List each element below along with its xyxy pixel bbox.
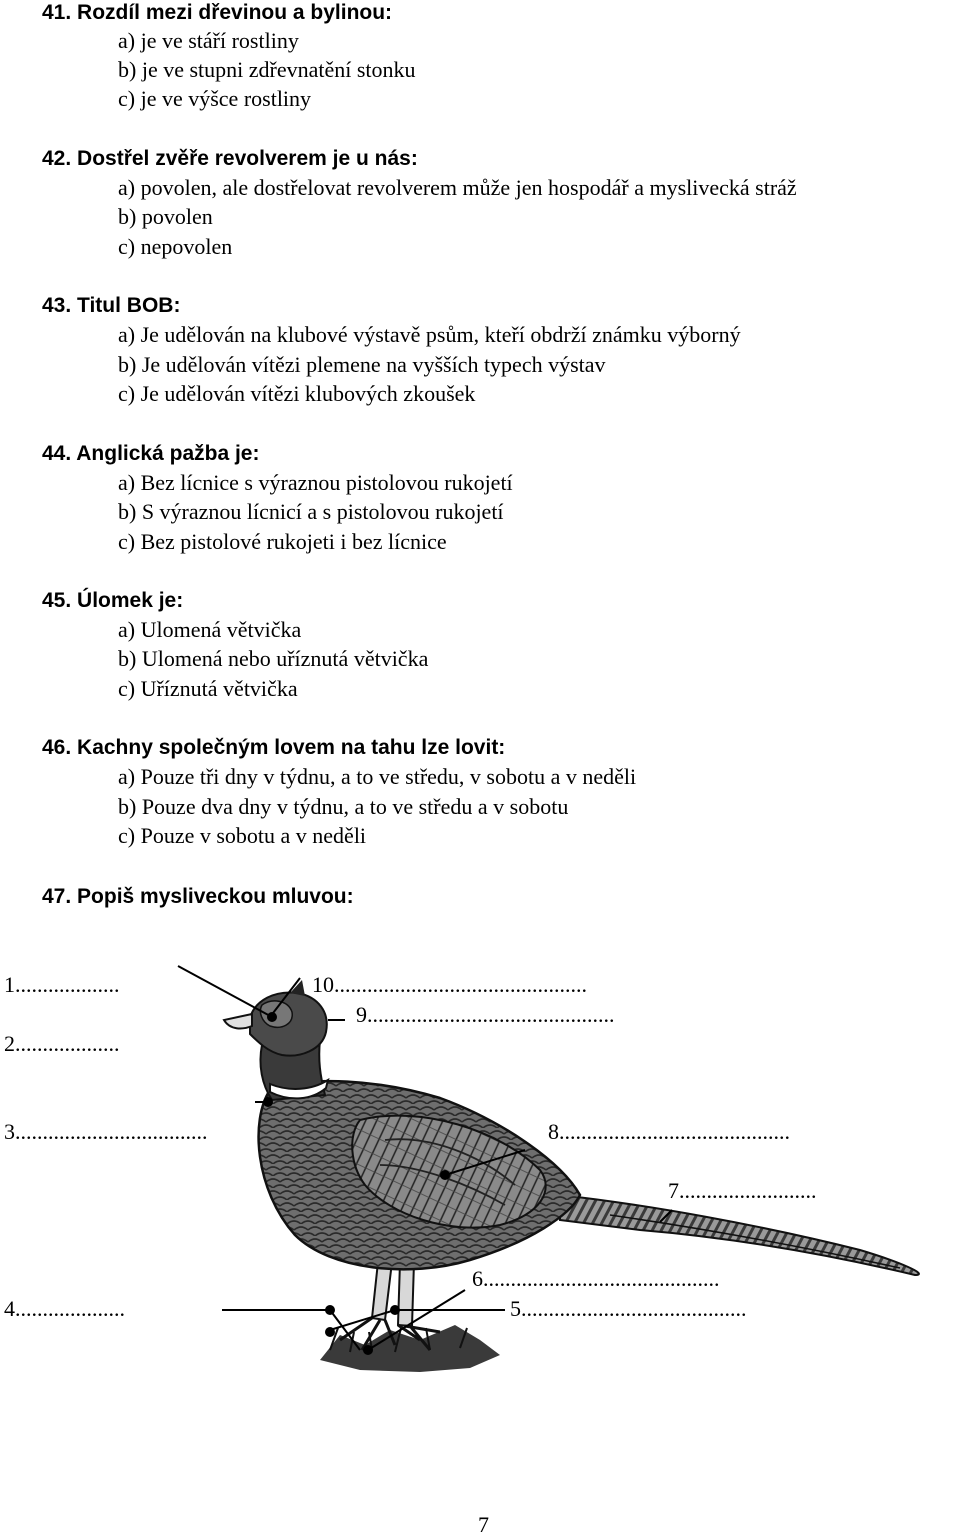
option-c: c) je ve výšce rostliny — [118, 86, 312, 111]
question-title: 43. Titul BOB: — [42, 294, 181, 317]
label-9: 9............................................. — [356, 1002, 615, 1027]
option-b: b) Pouze dva dny v týdnu, a to ve středu a v sobotu — [118, 794, 569, 819]
question-title: 45. Úlomek je: — [42, 589, 184, 612]
label-7: 7......................... — [668, 1178, 817, 1203]
question-title: 47. Popiš mysliveckou mluvou: — [42, 885, 354, 908]
label-3: 3................................... — [4, 1119, 208, 1144]
question-title: 41. Rozdíl mezi dřevinou a bylinou: — [42, 1, 393, 24]
label-5: 5......................................... — [510, 1296, 747, 1321]
question-title: 44. Anglická pažba je: — [42, 442, 260, 465]
beak — [224, 1014, 252, 1028]
option-a: a) je ve stáří rostliny — [118, 28, 299, 53]
tail — [560, 1195, 919, 1275]
question-title: 42. Dostřel zvěře revolverem je u nás: — [42, 147, 418, 170]
label-8: 8.......................................... — [548, 1119, 790, 1144]
option-c: c) Uříznutá větvička — [118, 676, 298, 701]
option-a: a) Pouze tři dny v týdnu, a to ve středu, v sobotu a v neděli — [118, 764, 637, 789]
option-a: a) Je udělován na klubové výstavě psům, kteří obdrží známku výborný — [118, 322, 741, 347]
option-c: c) nepovolen — [118, 234, 233, 259]
option-a: a) povolen, ale dostřelovat revolverem může jen hospodář a myslivecká stráž — [118, 175, 797, 200]
option-a: a) Ulomená větvička — [118, 617, 302, 642]
label-10: 10.............................................. — [312, 972, 587, 997]
page-number: 7 — [478, 1512, 489, 1537]
option-c: c) Pouze v sobotu a v neděli — [118, 823, 367, 848]
option-b: b) je ve stupni zdřevnatění stonku — [118, 57, 416, 82]
label-6: 6........................................... — [472, 1266, 720, 1291]
label-1: 1................... — [4, 972, 120, 997]
option-b: b) Ulomená nebo uříznutá větvička — [118, 646, 429, 671]
label-4: 4.................... — [4, 1296, 125, 1321]
option-b: b) S výraznou lícnicí a s pistolovou rukojetí — [118, 499, 504, 524]
option-b: b) povolen — [118, 204, 213, 229]
option-c: c) Je udělován vítězi klubových zkoušek — [118, 381, 476, 406]
question-title: 46. Kachny společným lovem na tahu lze lovit: — [42, 736, 506, 759]
option-c: c) Bez pistolové rukojeti i bez lícnice — [118, 529, 447, 554]
option-a: a) Bez lícnice s výraznou pistolovou rukojetí — [118, 470, 513, 495]
label-2: 2................... — [4, 1031, 120, 1056]
option-b: b) Je udělován vítězi plemene na vyšších typech výstav — [118, 352, 606, 377]
